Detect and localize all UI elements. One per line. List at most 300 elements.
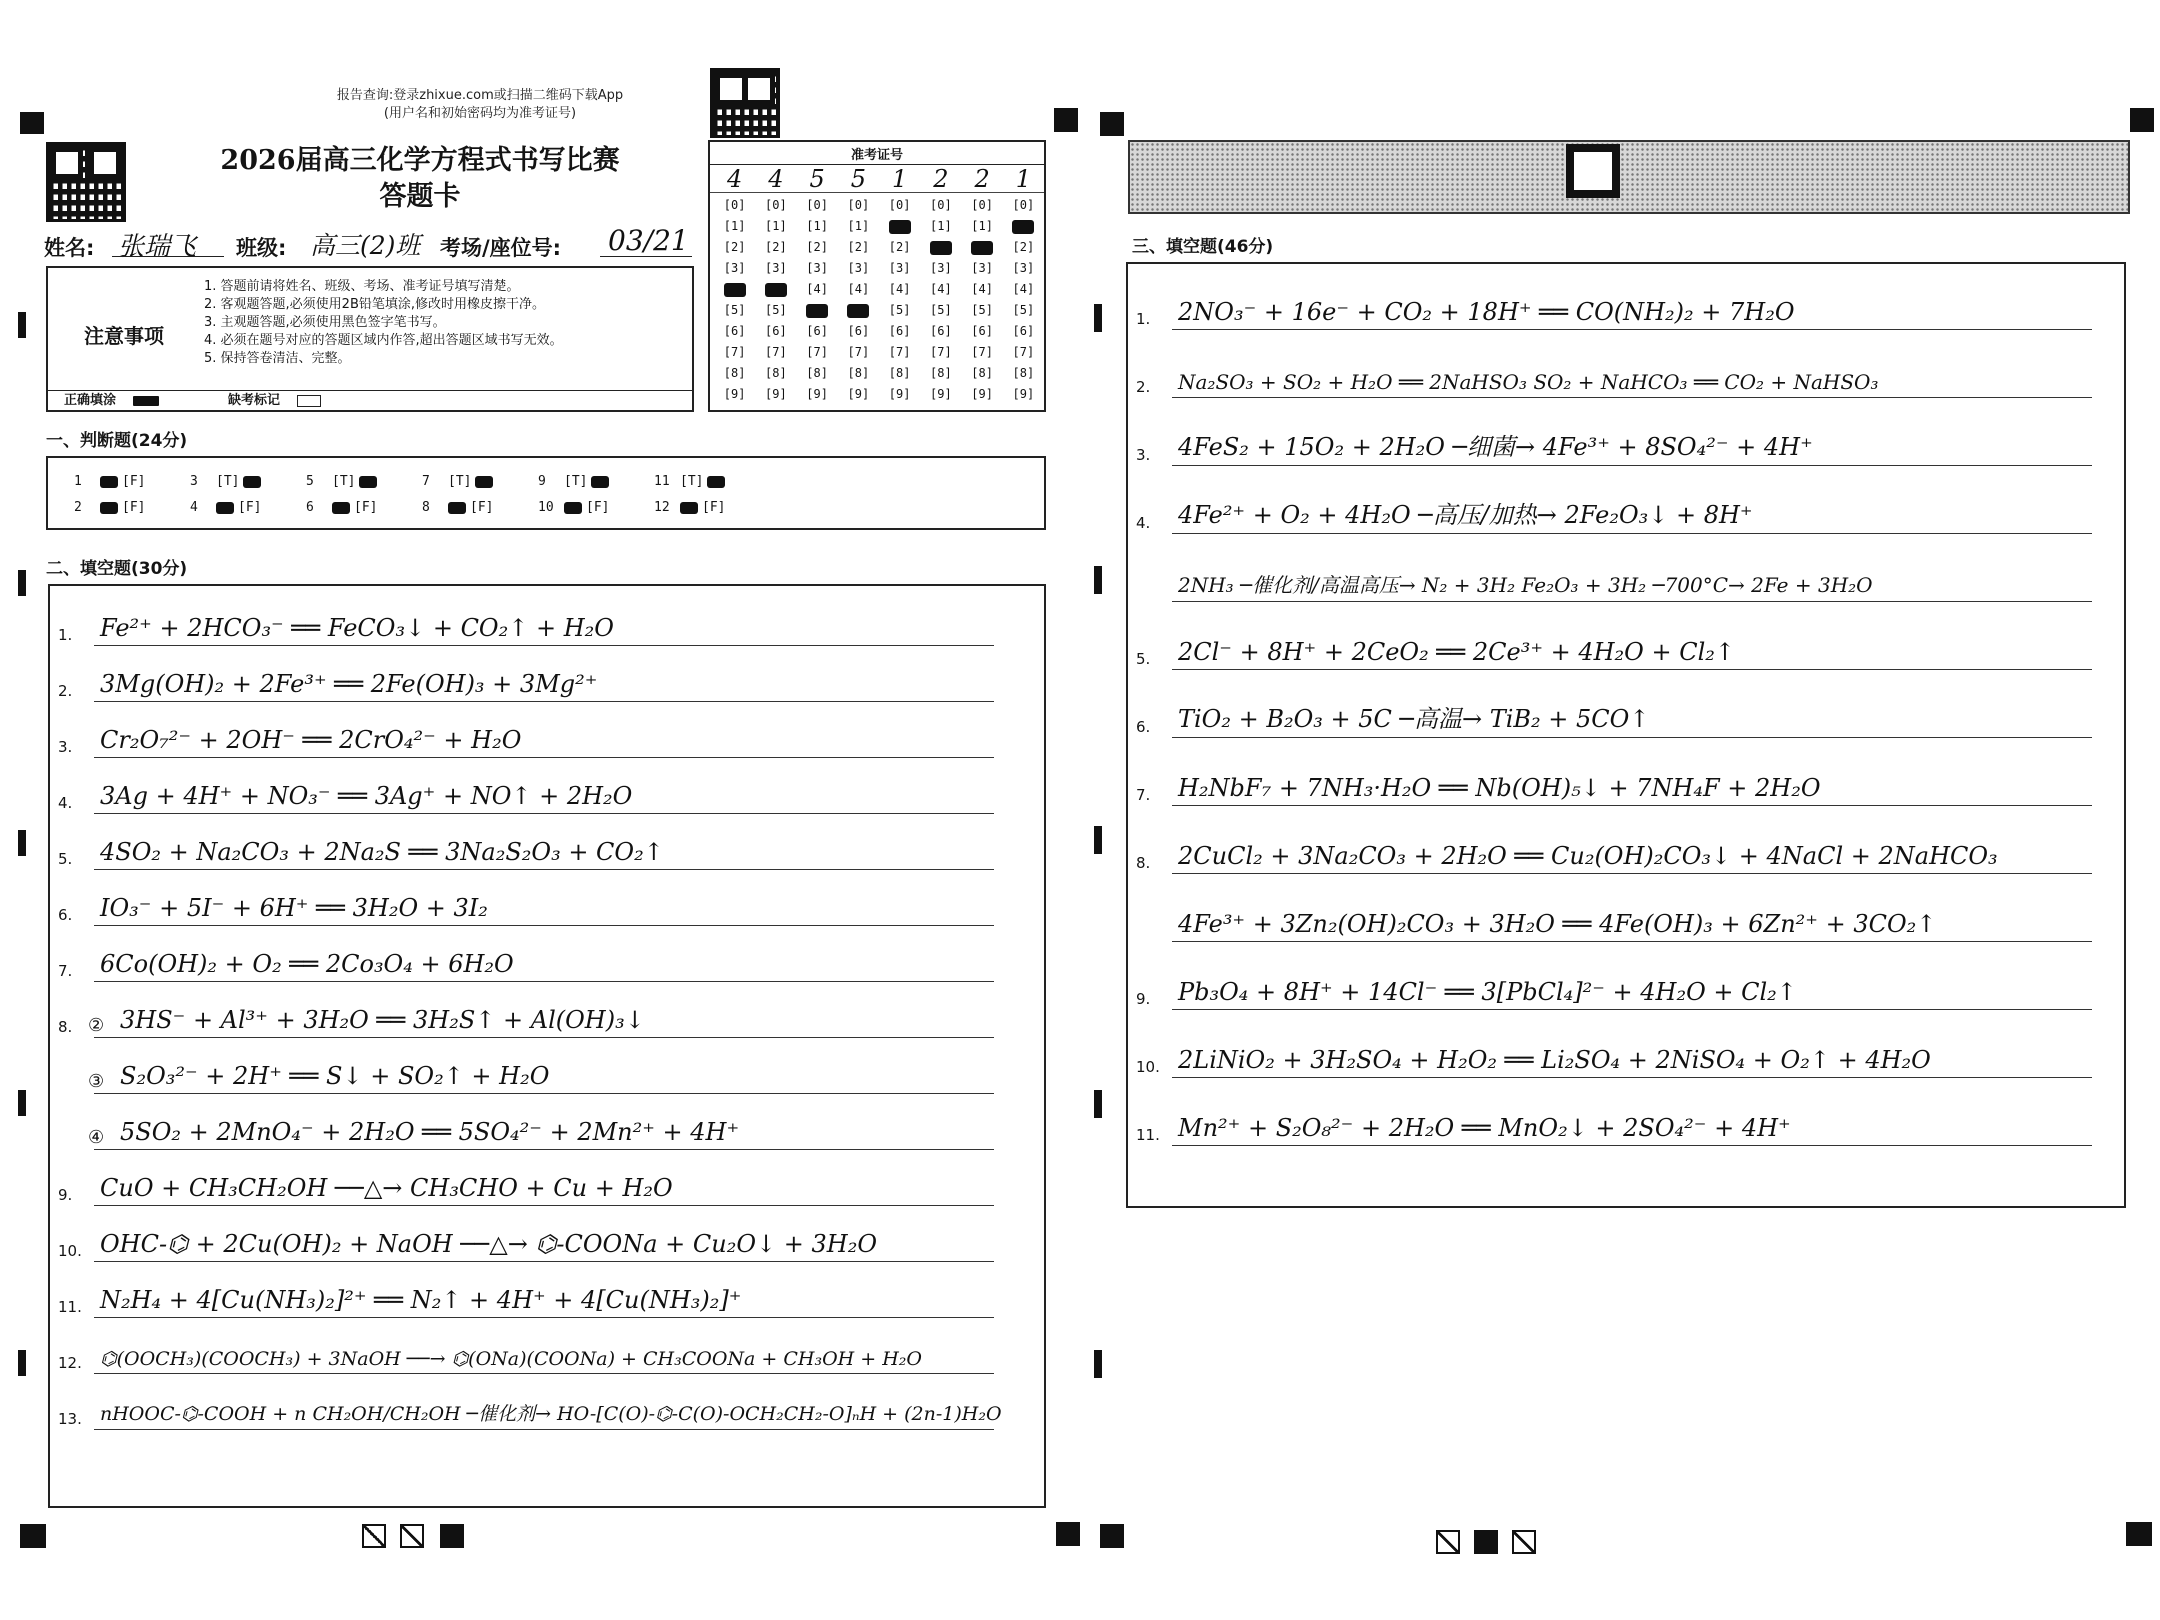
exam-id-bubble[interactable]: [6] (930, 324, 952, 338)
exam-id-bubble[interactable]: [4] (888, 282, 911, 296)
exam-id-bubble[interactable]: [6] (971, 324, 993, 338)
exam-id-bubble[interactable]: [0] (888, 198, 911, 212)
tf-item-number: 12 (654, 500, 670, 515)
answer-row (50, 722, 1046, 762)
tf-bubble-filled[interactable] (448, 502, 466, 514)
correct-fill-text: 正确填涂 (64, 393, 117, 408)
answer-equation[interactable]: Na₂SO₃ + SO₂ + H₂O ══ 2NaHSO₃ SO₂ + NaHCO₃ ══ CO₂ + NaHSO₃ (1178, 370, 1879, 394)
answer-sub-number: ④ (88, 1127, 105, 1148)
answer-equation[interactable]: 4FeS₂ + 15O₂ + 2H₂O ─细菌→ 4Fe³⁺ + 8SO₄²⁻ + 4H⁺ (1178, 433, 1813, 461)
exam-id-digit: 5 (850, 165, 867, 193)
notes-item: 2. 客观题答题,必须使用2B铅笔填涂,修改时用橡皮擦干净。 (204, 297, 545, 312)
answer-underline (94, 701, 994, 702)
exam-id-bubble[interactable] (879, 217, 920, 235)
answer-underline (94, 869, 994, 870)
footer-square (1512, 1530, 1536, 1554)
tf-item[interactable] (422, 474, 493, 489)
exam-id-bubble[interactable]: [1] (723, 219, 746, 233)
answer-equation[interactable]: ⌬(OOCH₃)(COOCH₃) + 3NaOH ──→ ⌬(ONa)(COONa) + CH₃COONa + CH₃OH + H₂O (100, 1348, 923, 1370)
exam-id-bubble[interactable]: [1] (847, 219, 870, 233)
exam-id-bubble-filled (1012, 220, 1034, 234)
exam-id-bubble[interactable]: [7] (806, 345, 828, 359)
answer-sub-number: ② (88, 1015, 105, 1036)
timing-mark (18, 1350, 26, 1376)
tf-item[interactable] (306, 474, 377, 489)
tf-item[interactable] (538, 474, 609, 489)
answer-underline (1172, 533, 2092, 534)
answer-equation[interactable]: 2NO₃⁻ + 16e⁻ + CO₂ + 18H⁺ ══ CO(NH₂)₂ + 7H₂O (1178, 298, 1795, 326)
answer-number: 2. (58, 682, 73, 700)
tf-bubble[interactable]: [F] (238, 500, 262, 515)
footer-square (1436, 1530, 1460, 1554)
tf-bubble[interactable]: [F] (122, 474, 146, 489)
answer-number: 4. (1136, 514, 1151, 532)
answer-equation[interactable]: Pb₃O₄ + 8H⁺ + 14Cl⁻ ══ 3[PbCl₄]²⁻ + 4H₂O + Cl₂↑ (1178, 978, 1797, 1006)
exam-id-bubble[interactable]: [1] (930, 219, 952, 233)
answer-equation[interactable]: 2CuCl₂ + 3Na₂CO₃ + 2H₂O ══ Cu₂(OH)₂CO₃↓ + 4NaCl + 2NaHCO₃ (1178, 842, 1998, 870)
answer-row (1128, 498, 2124, 538)
answer-row (50, 834, 1046, 874)
corner-mark (20, 112, 44, 134)
exam-id-bubble[interactable]: [8] (806, 366, 828, 380)
answer-number: 7. (58, 962, 73, 980)
exam-id-bubble[interactable]: [5] (930, 303, 952, 317)
footer-square-filled (440, 1524, 464, 1548)
answer-row (50, 1002, 1046, 1042)
exam-id-bubble[interactable]: [9] (765, 387, 787, 401)
exam-id-bubble-filled (847, 304, 869, 318)
answer-number: 13. (58, 1410, 82, 1428)
answer-number: 1. (58, 626, 73, 644)
tf-item-number: 9 (538, 474, 546, 489)
answer-underline (1172, 941, 2092, 942)
corner-mark (1100, 1524, 1124, 1548)
tf-item-number: 11 (654, 474, 670, 489)
exam-id-bubble[interactable]: [0] (723, 198, 746, 212)
exam-id-bubble[interactable]: [3] (888, 261, 911, 275)
timing-mark (18, 312, 26, 338)
tf-bubble-filled[interactable] (475, 476, 493, 488)
answer-row (50, 1394, 1046, 1434)
answer-equation[interactable]: 4Fe²⁺ + O₂ + 4H₂O ─高压/加热→ 2Fe₂O₃↓ + 8H⁺ (1178, 501, 1753, 529)
tf-item[interactable] (74, 474, 145, 489)
tf-bubble[interactable]: [T] (332, 474, 356, 489)
answer-row (1128, 566, 2124, 606)
exam-id-bubble[interactable]: [7] (888, 345, 911, 359)
answer-equation[interactable]: 2NH₃ ─催化剂/高温高压→ N₂ + 3H₂ Fe₂O₃ + 3H₂ ─700°C→ 2Fe + 3H₂O (1178, 573, 1873, 597)
corner-mark (1100, 112, 1124, 136)
answer-row (50, 946, 1046, 986)
exam-id-bubble[interactable]: [2] (847, 240, 870, 254)
exam-id-bubble-filled (889, 220, 911, 234)
tf-bubble-filled[interactable] (243, 476, 261, 488)
answer-row (1128, 906, 2124, 946)
corner-mark (1056, 1522, 1080, 1546)
absent-mark-text: 缺考标记 (228, 393, 281, 408)
answer-equation[interactable]: OHC-⌬ + 2Cu(OH)₂ + NaOH ──△→ ⌬-COONa + Cu₂O↓ + 3H₂O (100, 1230, 877, 1258)
exam-id-bubble-filled (806, 304, 828, 318)
exam-id-bubble[interactable]: [4] (806, 282, 828, 296)
section2-rows (50, 586, 1044, 1506)
exam-id-bubble[interactable]: [0] (1012, 198, 1035, 212)
seat-underline (600, 256, 692, 257)
footer-square (362, 1524, 386, 1548)
scan-strip-marker (1566, 144, 1620, 198)
exam-id-bubble[interactable]: [3] (1012, 261, 1035, 275)
tf-bubble[interactable]: [T] (564, 474, 588, 489)
answer-number: 2. (1136, 378, 1151, 396)
answer-number: 6. (58, 906, 73, 924)
tf-bubble-filled[interactable] (216, 502, 234, 514)
answer-number: 5. (1136, 650, 1151, 668)
answer-row (50, 1058, 1046, 1098)
report-query: 报告查询:登录zhixue.com或扫描二维码下载App (336, 88, 624, 103)
answer-row (1128, 430, 2124, 470)
name-underline (112, 256, 224, 257)
tf-item[interactable] (654, 500, 725, 515)
answer-equation[interactable]: 5SO₂ + 2MnO₄⁻ + 2H₂O ══ 5SO₄²⁻ + 2Mn²⁺ + 4H⁺ (120, 1118, 740, 1146)
exam-id-bubble[interactable]: [9] (930, 387, 952, 401)
exam-id-bubble[interactable]: [1] (765, 219, 787, 233)
exam-id-bubble[interactable] (962, 238, 1003, 256)
exam-id-bubble[interactable]: [5] (888, 303, 911, 317)
exam-id-digit: 5 (809, 165, 825, 193)
exam-id-bubble[interactable]: [6] (723, 324, 746, 338)
answer-equation[interactable]: CuO + CH₃CH₂OH ──△→ CH₃CHO + Cu + H₂O (100, 1174, 673, 1202)
section3-rows (1128, 264, 2124, 1206)
exam-id-column (962, 166, 1003, 412)
exam-id-bubble[interactable]: [2] (1012, 240, 1035, 254)
notes-item: 1. 答题前请将姓名、班级、考场、准考证号填写清楚。 (204, 279, 520, 294)
footer-square-filled (1474, 1530, 1498, 1554)
tf-box (46, 456, 1046, 530)
exam-id-digit: 2 (933, 165, 949, 193)
answer-row (50, 890, 1046, 930)
exam-id-bubble[interactable]: [6] (847, 324, 870, 338)
answer-underline (1172, 329, 2092, 330)
answer-equation[interactable]: TiO₂ + B₂O₃ + 5C ─高温→ TiB₂ + 5CO↑ (1178, 705, 1650, 733)
answer-number: 4. (58, 794, 73, 812)
exam-id-bubble[interactable]: [3] (765, 261, 787, 275)
answer-row (50, 666, 1046, 706)
answer-number: 12. (58, 1354, 82, 1372)
tf-bubble[interactable]: [F] (354, 500, 378, 515)
answer-underline (94, 981, 994, 982)
exam-id-column (1003, 166, 1044, 412)
notes-item: 5. 保持答卷清洁、完整。 (204, 351, 351, 366)
tf-item[interactable] (190, 474, 261, 489)
answer-row (1128, 634, 2124, 674)
tf-item-number: 2 (74, 500, 82, 515)
answer-underline (1172, 805, 2092, 806)
exam-id-bubble[interactable]: [7] (723, 345, 746, 359)
answer-underline (1172, 1145, 2092, 1146)
exam-id-bubble[interactable]: [3] (930, 261, 952, 275)
answer-equation[interactable]: Cr₂O₇²⁻ + 2OH⁻ ══ 2CrO₄²⁻ + H₂O (100, 726, 522, 754)
exam-id-column (920, 166, 961, 412)
exam-id-bubble[interactable]: [2] (723, 240, 746, 254)
answer-number: 10. (1136, 1058, 1160, 1076)
answer-row (1128, 362, 2124, 402)
exam-id-bubble[interactable]: [7] (847, 345, 870, 359)
answer-row (50, 1338, 1046, 1378)
answer-underline (94, 1149, 994, 1150)
exam-id-bubble[interactable]: [4] (930, 282, 952, 296)
answer-row (1128, 974, 2124, 1014)
exam-id-digit: 4 (768, 165, 784, 193)
exam-id-grid (708, 140, 1046, 412)
answer-number: 3. (58, 738, 73, 756)
answer-equation[interactable]: 3HS⁻ + Al³⁺ + 3H₂O ══ 3H₂S↑ + Al(OH)₃↓ (120, 1006, 645, 1034)
answer-sub-number: ③ (88, 1071, 105, 1092)
answer-number: 11. (58, 1298, 82, 1316)
answer-row (1128, 294, 2124, 334)
exam-id-digit: 1 (891, 165, 908, 193)
answer-underline (1172, 873, 2092, 874)
timing-mark (1094, 1350, 1102, 1378)
answer-underline (1172, 1009, 2092, 1010)
tf-item-number: 10 (538, 500, 554, 515)
exam-id-bubble[interactable]: [8] (930, 366, 952, 380)
tf-bubble-filled[interactable] (564, 502, 582, 514)
exam-id-bubble[interactable] (755, 280, 796, 298)
answer-equation[interactable]: 4Fe³⁺ + 3Zn₂(OH)₂CO₃ + 3H₂O ══ 4Fe(OH)₃ + 6Zn²⁺ + 3CO₂↑ (1178, 910, 1937, 938)
exam-id-bubble[interactable]: [6] (806, 324, 828, 338)
tf-bubble-filled[interactable] (591, 476, 609, 488)
answer-equation[interactable]: 2Cl⁻ + 8H⁺ + 2CeO₂ ══ 2Ce³⁺ + 4H₂O + Cl₂↑ (1178, 638, 1735, 666)
answer-underline (94, 1205, 994, 1206)
answer-number: 6. (1136, 718, 1151, 736)
answer-underline (94, 757, 994, 758)
page-title: 2026届高三化学方程式书写比赛 (220, 145, 620, 176)
timing-mark (1094, 566, 1102, 594)
answer-number: 3. (1136, 446, 1151, 464)
answer-equation[interactable]: 3Ag + 4H⁺ + NO₃⁻ ══ 3Ag⁺ + NO↑ + 2H₂O (100, 782, 633, 810)
exam-id-bubble[interactable]: [8] (888, 366, 911, 380)
exam-id-label-divider (710, 164, 1044, 165)
answer-row (1128, 838, 2124, 878)
report-note: (用户名和初始密码均为准考证号) (383, 106, 577, 121)
answer-equation[interactable]: 6Co(OH)₂ + O₂ ══ 2Co₃O₄ + 6H₂O (100, 950, 514, 978)
answer-underline (94, 1429, 994, 1430)
exam-id-bubble[interactable]: [3] (971, 261, 993, 275)
exam-id-bubble[interactable]: [0] (930, 198, 952, 212)
exam-id-bubble[interactable]: [4] (847, 282, 870, 296)
exam-id-bubble[interactable]: [5] (1012, 303, 1035, 317)
tf-item[interactable] (538, 500, 609, 515)
tf-area (48, 458, 1044, 528)
answer-equation[interactable]: N₂H₄ + 4[Cu(NH₃)₂]²⁺ ══ N₂↑ + 4H⁺ + 4[Cu(NH₃)₂]⁺ (100, 1286, 742, 1314)
corner-mark (20, 1524, 46, 1548)
answer-number: 7. (1136, 786, 1151, 804)
timing-mark (18, 830, 26, 856)
answer-underline (1172, 737, 2092, 738)
answer-underline (94, 1261, 994, 1262)
exam-id-bubble[interactable] (714, 280, 755, 298)
exam-id-column (797, 166, 838, 412)
exam-id-bubble[interactable]: [6] (888, 324, 911, 338)
tf-item[interactable] (306, 500, 377, 515)
answer-number: 8. (58, 1018, 73, 1036)
answer-equation[interactable]: IO₃⁻ + 5I⁻ + 6H⁺ ══ 3H₂O + 3I₂ (100, 894, 488, 922)
exam-id-bubble[interactable] (838, 301, 879, 319)
exam-id-bubble[interactable]: [9] (723, 387, 746, 401)
answer-number: 10. (58, 1242, 82, 1260)
answer-equation[interactable]: 3Mg(OH)₂ + 2Fe³⁺ ══ 2Fe(OH)₃ + 3Mg²⁺ (100, 670, 598, 698)
exam-id-digit: 4 (726, 165, 743, 193)
tf-item[interactable] (654, 474, 725, 489)
exam-id-bubble[interactable]: [5] (765, 303, 787, 317)
class-value[interactable]: 高三(2)班 (310, 231, 421, 260)
exam-id-bubble[interactable]: [4] (1012, 282, 1035, 296)
exam-id-bubble[interactable] (797, 301, 838, 319)
notes-box (46, 266, 694, 412)
exam-id-bubble[interactable]: [6] (1012, 324, 1035, 338)
answer-equation[interactable]: 4SO₂ + Na₂CO₃ + 2Na₂S ══ 3Na₂S₂O₃ + CO₂↑ (100, 838, 664, 866)
exam-id-bubble[interactable]: [2] (888, 240, 911, 254)
exam-id-bubble[interactable]: [5] (971, 303, 993, 317)
exam-id-bubble[interactable]: [2] (806, 240, 828, 254)
answer-equation[interactable]: 2LiNiO₂ + 3H₂SO₄ + H₂O₂ ══ Li₂SO₄ + 2NiSO₄ + O₂↑ + 4H₂O (1178, 1046, 1931, 1074)
answer-equation[interactable]: S₂O₃²⁻ + 2H⁺ ══ S↓ + SO₂↑ + H₂O (120, 1062, 550, 1090)
answer-underline (94, 813, 994, 814)
section3-heading: 三、填空题(46分) (1132, 237, 1274, 257)
answer-equation[interactable]: nHOOC-⌬-COOH + n CH₂OH/CH₂OH ─催化剂→ HO-[C(O)-⌬-C(O)-OCH₂CH₂-O]ₙH + (2n-1)H₂O (100, 1403, 1002, 1425)
tf-bubble-filled[interactable] (707, 476, 725, 488)
notes-divider (48, 390, 692, 391)
exam-id-label: 准考证号 (850, 148, 903, 163)
exam-id-bubble[interactable]: [5] (723, 303, 746, 317)
exam-id-column (879, 166, 920, 412)
exam-id-bubble[interactable]: [1] (806, 219, 828, 233)
exam-id-bubble[interactable]: [9] (1012, 387, 1035, 401)
tf-bubble-filled[interactable] (100, 502, 118, 514)
exam-id-bubble[interactable]: [0] (847, 198, 870, 212)
notes-heading: 注意事项 (84, 324, 164, 348)
tf-bubble[interactable]: [F] (470, 500, 494, 515)
exam-id-bubble[interactable]: [6] (765, 324, 787, 338)
tf-bubble-filled[interactable] (332, 502, 350, 514)
exam-id-bubble[interactable]: [9] (888, 387, 911, 401)
seat-value[interactable]: 03/21 (608, 224, 689, 257)
exam-id-column (714, 166, 755, 412)
tf-bubble[interactable]: [F] (702, 500, 726, 515)
exam-id-bubble[interactable]: [9] (971, 387, 993, 401)
corner-mark (2130, 108, 2154, 132)
notes-item: 4. 必须在题号对应的答题区域内作答,超出答题区域书写无效。 (204, 333, 563, 348)
answer-underline (94, 1037, 994, 1038)
exam-id-bubble[interactable]: [3] (847, 261, 870, 275)
answer-row (50, 1226, 1046, 1266)
absent-mark-label (228, 392, 321, 410)
exam-id-bubble[interactable]: [7] (765, 345, 787, 359)
answer-row (1128, 1110, 2124, 1150)
tf-item-number: 4 (190, 500, 198, 515)
notes-list (204, 278, 684, 368)
section2-heading: 二、填空题(30分) (46, 559, 188, 579)
exam-id-bubble-filled (724, 283, 746, 297)
exam-id-bubble[interactable]: [2] (765, 240, 787, 254)
tf-bubble[interactable]: [F] (122, 500, 146, 515)
answer-underline (1172, 1077, 2092, 1078)
exam-id-bubble[interactable]: [7] (930, 345, 952, 359)
exam-id-digit: 1 (1015, 165, 1032, 193)
exam-id-bubble[interactable]: [3] (723, 261, 746, 275)
tf-item-number: 5 (306, 474, 314, 489)
timing-mark (18, 570, 26, 596)
tf-bubble-filled[interactable] (359, 476, 377, 488)
notes-item: 3. 主观题答题,必须使用黑色签字笔书写。 (204, 315, 446, 330)
answer-number: 11. (1136, 1126, 1160, 1144)
answer-equation[interactable]: Mn²⁺ + S₂O₈²⁻ + 2H₂O ══ MnO₂↓ + 2SO₄²⁻ + 4H⁺ (1178, 1114, 1791, 1142)
tf-item[interactable] (190, 500, 261, 515)
scan-strip (1128, 140, 2130, 214)
exam-id-bubble[interactable]: [0] (806, 198, 828, 212)
exam-id-bubble-filled (971, 241, 993, 255)
tf-bubble-filled[interactable] (100, 476, 118, 488)
exam-id-bubble[interactable]: [8] (723, 366, 746, 380)
class-label: 班级: (236, 236, 287, 260)
exam-id-bubble[interactable]: [8] (765, 366, 787, 380)
answer-underline (94, 1373, 994, 1374)
answer-underline (94, 1317, 994, 1318)
answer-underline (1172, 669, 2092, 670)
exam-id-digit: 2 (974, 165, 990, 193)
exam-id-bubble[interactable]: [7] (1012, 345, 1035, 359)
exam-id-bubble[interactable]: [8] (971, 366, 993, 380)
exam-id-bubble[interactable]: [7] (971, 345, 993, 359)
section2-box (48, 584, 1046, 1508)
answer-underline (94, 925, 994, 926)
corner-mark (1054, 108, 1078, 132)
qr-code (46, 142, 126, 222)
exam-id-bubble-filled (765, 283, 787, 297)
exam-id-bubble[interactable]: [9] (847, 387, 870, 401)
answer-underline (94, 1093, 994, 1094)
tf-item-number: 8 (422, 500, 430, 515)
qr-code-top (710, 68, 780, 138)
exam-id-column (755, 166, 796, 412)
answer-equation[interactable]: H₂NbF₇ + 7NH₃·H₂O ══ Nb(OH)₅↓ + 7NH₄F + 2H₂O (1178, 774, 1821, 802)
exam-id-bubble[interactable] (920, 238, 961, 256)
exam-id-bubble[interactable]: [0] (971, 198, 993, 212)
exam-id-bubble[interactable]: [1] (971, 219, 993, 233)
exam-id-bubble[interactable]: [3] (806, 261, 828, 275)
answer-number: 5. (58, 850, 73, 868)
exam-id-bubble[interactable]: [4] (971, 282, 993, 296)
exam-id-bubble[interactable]: [9] (806, 387, 828, 401)
name-value[interactable]: 张瑞飞 (118, 232, 197, 262)
answer-equation[interactable]: Fe²⁺ + 2HCO₃⁻ ══ FeCO₃↓ + CO₂↑ + H₂O (100, 614, 614, 642)
exam-id-column (838, 166, 879, 412)
exam-id-bubble[interactable] (1003, 217, 1044, 235)
tf-bubble[interactable]: [T] (216, 474, 240, 489)
answer-underline (1172, 601, 2092, 602)
absent-mark-checkbox[interactable] (297, 395, 321, 407)
tf-bubble[interactable]: [T] (448, 474, 472, 489)
tf-bubble[interactable]: [F] (586, 500, 610, 515)
tf-item[interactable] (74, 500, 145, 515)
exam-id-bubble[interactable]: [8] (1012, 366, 1035, 380)
answer-number: 9. (1136, 990, 1151, 1008)
tf-item[interactable] (422, 500, 493, 515)
tf-bubble-filled[interactable] (680, 502, 698, 514)
timing-mark (1094, 826, 1102, 854)
exam-id-bubble[interactable]: [8] (847, 366, 870, 380)
tf-bubble[interactable]: [T] (680, 474, 704, 489)
name-label: 姓名: (44, 236, 95, 260)
exam-id-bubble[interactable]: [0] (765, 198, 787, 212)
